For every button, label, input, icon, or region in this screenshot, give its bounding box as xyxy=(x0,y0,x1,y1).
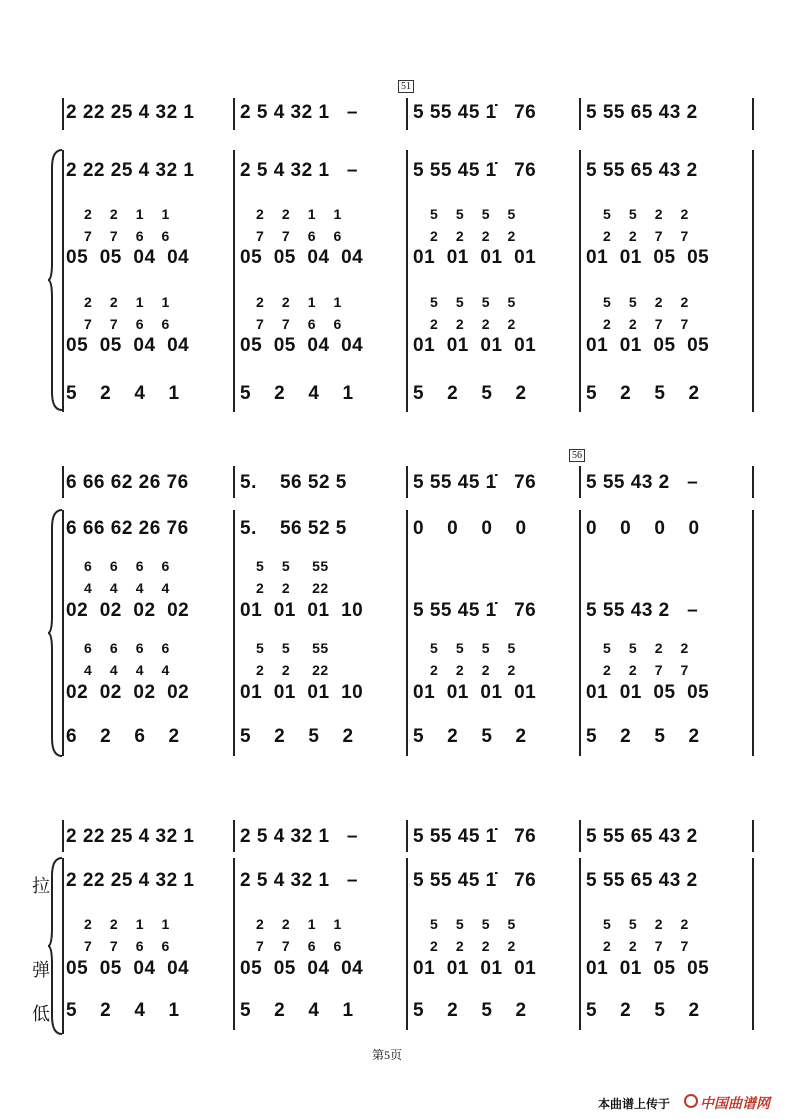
measure: 01 01 01 01 xyxy=(413,958,537,979)
measure: 2 5 4 32 1 – xyxy=(240,102,358,123)
barline xyxy=(752,150,754,412)
measure: 5 55 45 1̇ 76 xyxy=(413,102,537,123)
barline xyxy=(579,510,581,756)
chord-mid: 2 2 7 7 xyxy=(603,662,689,678)
barline xyxy=(579,150,581,412)
chord-mid: 2 2 2 2 xyxy=(430,316,516,332)
measure: 05 05 04 04 xyxy=(66,247,190,268)
system-bracket-line xyxy=(62,150,64,412)
measure: 5 2 5 2 xyxy=(586,1000,700,1021)
chord-top: 5 5 2 2 xyxy=(603,206,689,222)
barline xyxy=(62,466,64,498)
measure: 01 01 05 05 xyxy=(586,958,710,979)
measure: 5 55 43 2 – xyxy=(586,600,699,621)
measure: 5 55 65 43 2 xyxy=(586,160,698,181)
barline xyxy=(752,858,754,1030)
barline xyxy=(406,820,408,852)
measure: 01 01 01 01 xyxy=(413,682,537,703)
measure: 5 2 5 2 xyxy=(413,1000,527,1021)
barline xyxy=(579,466,581,498)
chord-top: 2 2 1 1 xyxy=(84,916,170,932)
measure: 2 5 4 32 1 – xyxy=(240,826,358,847)
rehearsal-mark-56: 56 xyxy=(569,449,585,462)
measure: 05 05 04 04 xyxy=(66,958,190,979)
measure: 2 5 4 32 1 – xyxy=(240,160,358,181)
measure: 01 01 05 05 xyxy=(586,247,710,268)
chord-top: 2 2 1 1 xyxy=(256,916,342,932)
chord-mid: 7 7 6 6 xyxy=(256,228,342,244)
measure: 5 55 43 2 – xyxy=(586,472,699,493)
instrument-label-tan: 弹 xyxy=(32,960,50,981)
barline xyxy=(579,858,581,1030)
chord-top: 2 2 1 1 xyxy=(84,294,170,310)
barline xyxy=(752,98,754,130)
measure: 5 55 45 1̇ 76 xyxy=(413,870,537,891)
measure: 5 2 4 1 xyxy=(240,1000,354,1021)
measure: 6 66 62 26 76 xyxy=(66,472,189,493)
measure: 5 55 65 43 2 xyxy=(586,870,698,891)
measure: 5 2 5 2 xyxy=(586,726,700,747)
measure: 5 2 4 1 xyxy=(66,383,180,404)
footer-upload-text: 本曲谱上传于 xyxy=(598,1097,671,1111)
chord-mid: 4 4 4 4 xyxy=(84,580,170,596)
chord-mid: 7 7 6 6 xyxy=(256,938,342,954)
barline xyxy=(752,820,754,852)
chord-top: 2 2 1 1 xyxy=(84,206,170,222)
measure: 5 2 4 1 xyxy=(66,1000,180,1021)
chord-mid: 7 7 6 6 xyxy=(84,228,170,244)
measure: 2 22 25 4 32 1 xyxy=(66,102,195,123)
measure: 5 2 5 2 xyxy=(413,726,527,747)
chord-top: 5 5 5 5 xyxy=(430,206,516,222)
barline xyxy=(406,858,408,1030)
measure: 5. 56 52 5 xyxy=(240,472,347,493)
measure: 01 01 01 10 xyxy=(240,600,364,621)
chord-top: 6 6 6 6 xyxy=(84,640,170,656)
measure: 6 66 62 26 76 xyxy=(66,518,189,539)
footer-site-name[interactable]: 中国曲谱网 xyxy=(700,1096,770,1112)
measure: 5 55 45 1̇ 76 xyxy=(413,160,537,181)
measure: 01 01 01 01 xyxy=(413,335,537,356)
chord-top: 5 5 5 5 xyxy=(430,294,516,310)
measure: 5 2 5 2 xyxy=(586,383,700,404)
chord-mid: 2 2 2 2 xyxy=(430,228,516,244)
measure: 01 01 01 10 xyxy=(240,682,364,703)
instrument-label-la: 拉 xyxy=(32,876,50,897)
measure: 01 01 01 01 xyxy=(413,247,537,268)
barline xyxy=(579,820,581,852)
chord-mid: 2 2 7 7 xyxy=(603,228,689,244)
barline xyxy=(406,150,408,412)
measure: 02 02 02 02 xyxy=(66,600,190,621)
barline xyxy=(752,510,754,756)
barline xyxy=(406,98,408,130)
measure: 2 22 25 4 32 1 xyxy=(66,826,195,847)
chord-top: 5 5 55 xyxy=(256,558,329,574)
barline xyxy=(579,98,581,130)
measure: 5 2 5 2 xyxy=(240,726,354,747)
barline xyxy=(62,98,64,130)
barline xyxy=(233,510,235,756)
barline xyxy=(233,858,235,1030)
chord-mid: 2 2 22 xyxy=(256,662,329,678)
barline xyxy=(233,466,235,498)
measure: 5 2 5 2 xyxy=(413,383,527,404)
chord-top: 2 2 1 1 xyxy=(256,294,342,310)
measure: 5 55 65 43 2 xyxy=(586,102,698,123)
chord-mid: 2 2 2 2 xyxy=(430,662,516,678)
barline xyxy=(233,150,235,412)
chord-top: 5 5 2 2 xyxy=(603,916,689,932)
barline xyxy=(406,466,408,498)
chord-top: 5 5 2 2 xyxy=(603,640,689,656)
barline xyxy=(62,820,64,852)
measure: 0 0 0 0 xyxy=(413,518,527,539)
chord-mid: 2 2 7 7 xyxy=(603,316,689,332)
measure: 05 05 04 04 xyxy=(240,247,364,268)
measure: 6 2 6 2 xyxy=(66,726,180,747)
site-logo-icon xyxy=(684,1094,698,1108)
chord-top: 2 2 1 1 xyxy=(256,206,342,222)
system-bracket-line xyxy=(62,858,64,1034)
system-bracket-line xyxy=(62,510,64,756)
measure: 5 55 45 1̇ 76 xyxy=(413,826,537,847)
chord-mid: 4 4 4 4 xyxy=(84,662,170,678)
measure: 2 5 4 32 1 – xyxy=(240,870,358,891)
page-number: 第5页 xyxy=(372,1048,403,1062)
measure: 05 05 04 04 xyxy=(240,958,364,979)
chord-mid: 7 7 6 6 xyxy=(84,316,170,332)
measure: 05 05 04 04 xyxy=(66,335,190,356)
barline xyxy=(233,820,235,852)
instrument-label-di: 低 xyxy=(32,1004,50,1025)
measure: 5 55 45 1̇ 76 xyxy=(413,600,537,621)
measure: 01 01 05 05 xyxy=(586,335,710,356)
chord-mid: 7 7 6 6 xyxy=(84,938,170,954)
chord-top: 5 5 55 xyxy=(256,640,329,656)
measure: 5 55 45 1̇ 76 xyxy=(413,472,537,493)
chord-mid: 2 2 2 2 xyxy=(430,938,516,954)
chord-mid: 7 7 6 6 xyxy=(256,316,342,332)
barline xyxy=(406,510,408,756)
barline xyxy=(233,98,235,130)
chord-top: 5 5 2 2 xyxy=(603,294,689,310)
measure: 5 2 4 1 xyxy=(240,383,354,404)
chord-mid: 2 2 7 7 xyxy=(603,938,689,954)
barline xyxy=(752,466,754,498)
measure: 5. 56 52 5 xyxy=(240,518,347,539)
measure: 01 01 05 05 xyxy=(586,682,710,703)
chord-mid: 2 2 22 xyxy=(256,580,329,596)
measure: 2 22 25 4 32 1 xyxy=(66,160,195,181)
chord-top: 5 5 5 5 xyxy=(430,640,516,656)
measure: 05 05 04 04 xyxy=(240,335,364,356)
measure: 2 22 25 4 32 1 xyxy=(66,870,195,891)
measure: 0 0 0 0 xyxy=(586,518,700,539)
measure: 02 02 02 02 xyxy=(66,682,190,703)
chord-top: 5 5 5 5 xyxy=(430,916,516,932)
chord-top: 6 6 6 6 xyxy=(84,558,170,574)
rehearsal-mark-51: 51 xyxy=(398,80,414,93)
measure: 5 55 65 43 2 xyxy=(586,826,698,847)
